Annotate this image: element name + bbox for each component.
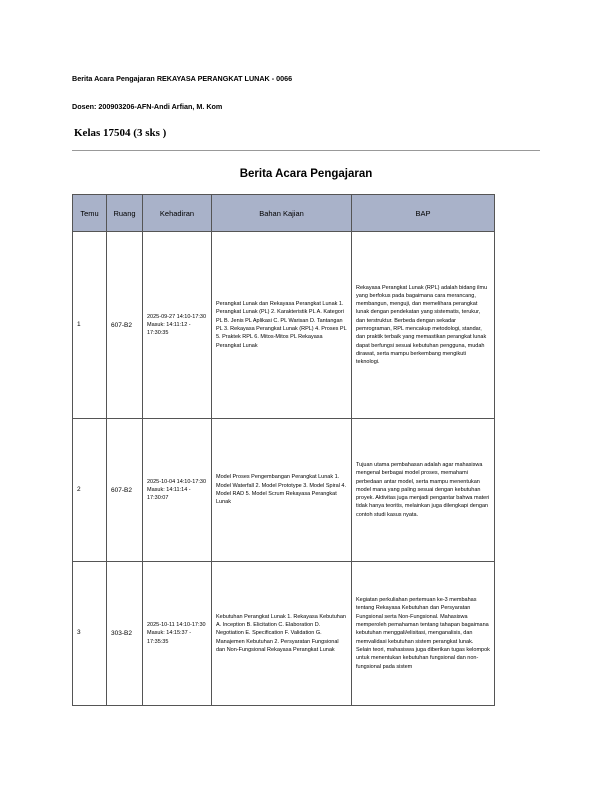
page-title: Berita Acara Pengajaran (239, 168, 373, 180)
col-header-ruang: Ruang (107, 195, 143, 232)
cell-temu: 2 (73, 419, 107, 562)
table-row (73, 232, 495, 419)
cell-bahan-kajian: Model Proses Pengembangan Perangkat Lunak 1. Model Waterfall 2. Model Prototype 3. Model Spiral 4. Model RAD 5. Model Scrum Rekayasa Perangkat Lunak (212, 419, 352, 562)
cell-kehadiran: 2025-09-27 14:10-17:30 Masuk: 14:11:12 - 17:30:35 (143, 232, 212, 419)
lecturer-line: Dosen: 200903206-AFN-Andi Arfian, M. Kom (72, 102, 223, 111)
course-line: Berita Acara Pengajaran REKAYASA PERANGKAT LUNAK - 0066 (72, 74, 293, 83)
bap-table (72, 194, 495, 706)
cell-kehadiran: 2025-10-11 14:10-17:30 Masuk: 14:15:37 - 17:35:35 (143, 562, 212, 706)
header-divider (72, 150, 540, 151)
cell-temu: 1 (73, 232, 107, 419)
cell-ruang: 607-B2 (107, 419, 143, 562)
cell-bahan-kajian: Perangkat Lunak dan Rekayasa Perangkat Lunak 1. Perangkat Lunak (PL) 2. Karakteristik PL A. Kategori PL B. Jenis PL Aplikasi C. PL Warisan D. Tantangan PL 3. Rekayasa Perangkat Lunak (RPL) 4. Proses PL 5. Praktek RPL 6. Mitos-Mitos PL Rekayasa Perangkat Lunak (212, 232, 352, 419)
cell-ruang: 607-B2 (107, 232, 143, 419)
cell-kehadiran: 2025-10-04 14:10-17:30 Masuk: 14:11:14 - 17:30:07 (143, 419, 212, 562)
col-header-bahan-kajian: Bahan Kajian (212, 195, 352, 232)
col-header-temu: Temu (73, 195, 107, 232)
cell-ruang: 303-B2 (107, 562, 143, 706)
table-row (73, 562, 495, 706)
cell-bap: Tujuan utama pembahasan adalah agar mahasiswa mengenal berbagai model proses, memahami perbedaan antar model, serta mampu menentukan model mana yang paling sesuai dengan kebutuhan proyek. Aktivitas juga menjadi pengantar bahwa materi tidak hanya teoritis, melainkan juga dilengkapi dengan contoh studi kasus nyata. (352, 419, 495, 562)
cell-bap: Rekayasa Perangkat Lunak (RPL) adalah bidang ilmu yang berfokus pada bagaimana cara merancang, membangun, menguji, dan memelihara perangkat lunak dengan pendekatan yang sistematis, terukur, dan terstruktur. Berbeda dengan sekadar pemrograman, RPL mencakup metodologi, standar, dan praktik terbaik yang memastikan perangkat lunak dapat berfungsi sesuai kebutuhan pengguna, mudah dirawat, serta mampu berkembang mengikuti teknologi. (352, 232, 495, 419)
table-row (73, 419, 495, 562)
class-line: Kelas 17504 (3 sks ) (74, 127, 167, 139)
cell-bap: Kegiatan perkuliahan pertemuan ke-3 membahas tentang Rekayasa Kebutuhan dan Persyaratan Fungsional serta Non-Fungsional. Mahasiswa memperoleh pemahaman tentang tahapan bagaimana kebutuhan menggali/elisitasi, menganalisis, dan memvalidasi kebutuhan sistem perangkat lunak. Selain teori, mahasiswa juga diberikan tugas kelompok untuk menentukan kebutuhan fungsional dan non-fungsional pada sistem (352, 562, 495, 706)
cell-temu: 3 (73, 562, 107, 706)
col-header-bap: BAP (352, 195, 495, 232)
table-header-row (73, 195, 495, 232)
col-header-kehadiran: Kehadiran (143, 195, 212, 232)
cell-bahan-kajian: Kebutuhan Perangkat Lunak 1. Rekayasa Kebutuhan A. Inception B. Elicitation C. Elaboration D. Negotiation E. Specification F. Validation G. Manajemen Kebutuhan 2. Persyaratan Fungsional dan Non-Fungsional Rekayasa Perangkat Lunak (212, 562, 352, 706)
